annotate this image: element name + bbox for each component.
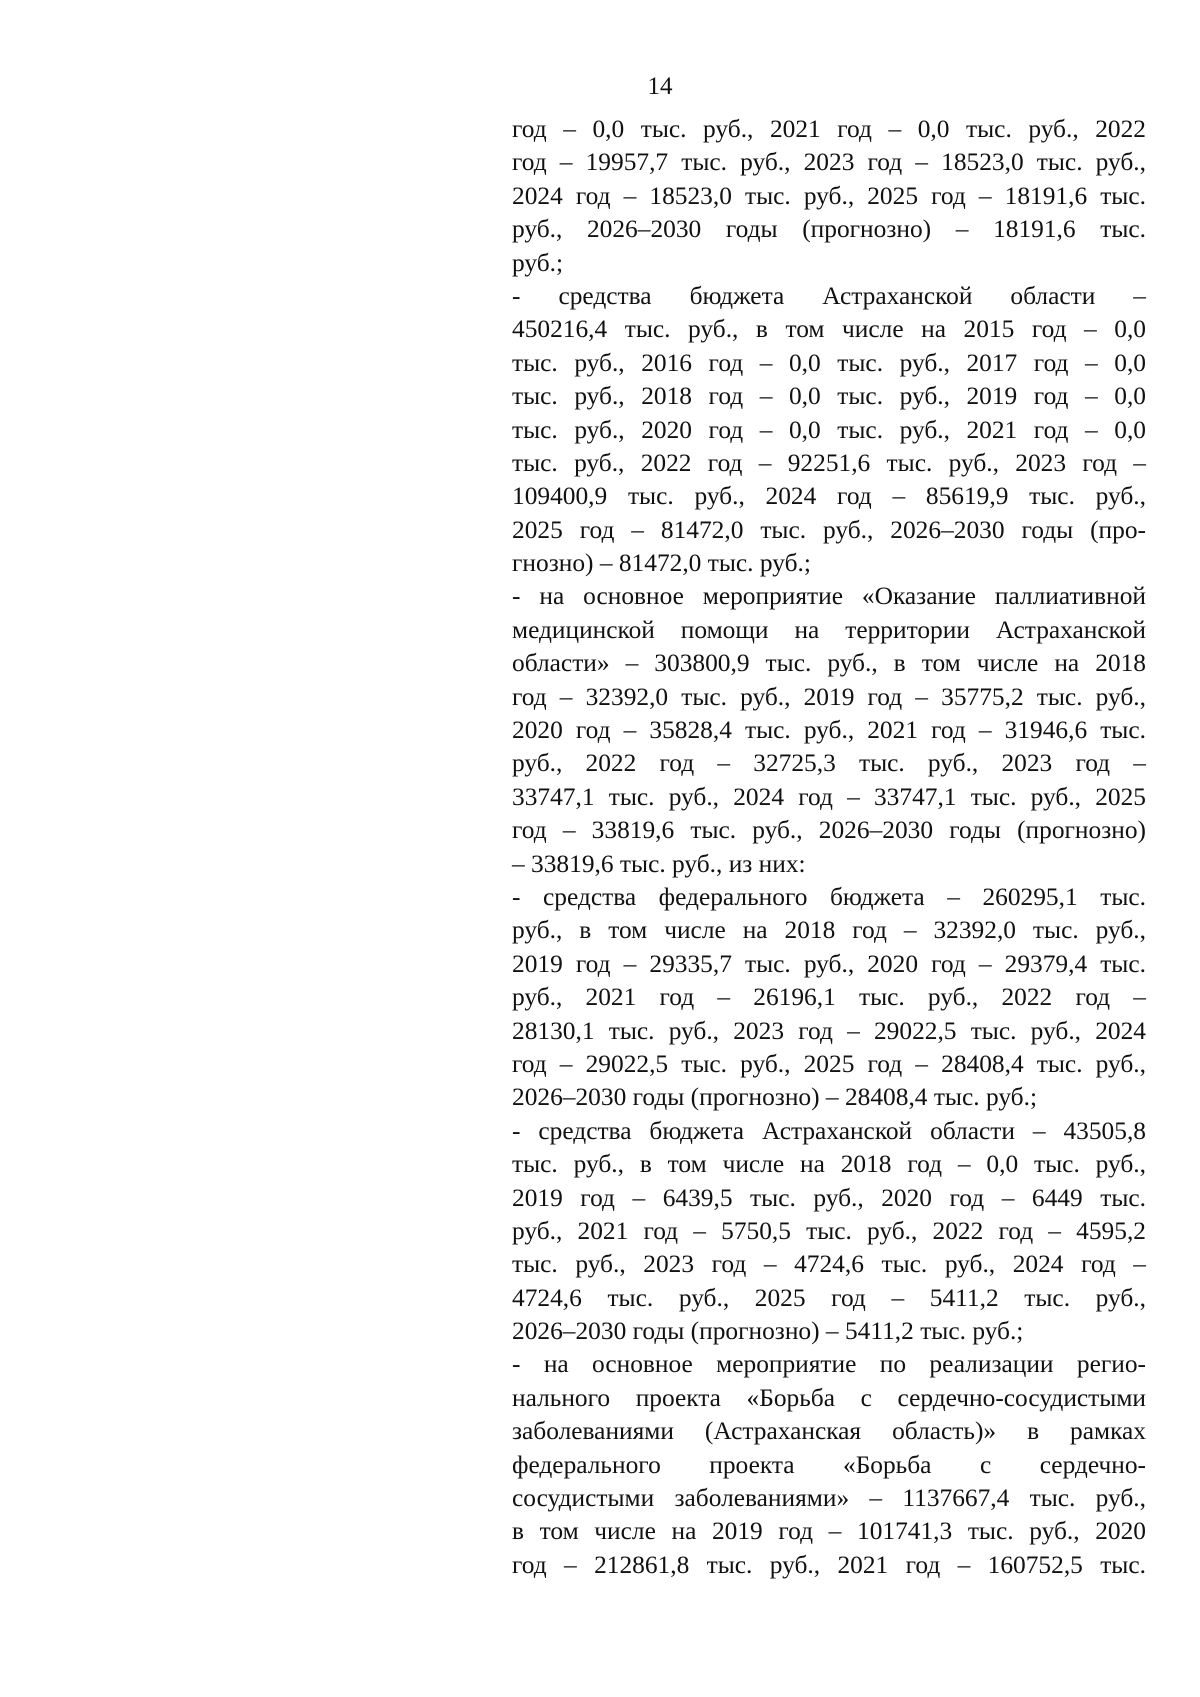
text-line: 2019 год – 29335,7 тыс. руб., 2020 год – 29379,4 тыс.: [512, 949, 1146, 978]
text-line: руб., 2026–2030 годы (прогнозно) – 18191,6 тыс.: [512, 215, 1146, 244]
text-line: 2026–2030 годы (прогнозно) – 28408,4 тыс. руб.;: [512, 1083, 1037, 1112]
text-line: руб., 2022 год – 32725,3 тыс. руб., 2023 год –: [512, 749, 1146, 778]
text-line: 2020 год – 35828,4 тыс. руб., 2021 год – 31946,6 тыс.: [512, 716, 1146, 745]
text-line: в том числе на 2019 год – 101741,3 тыс. руб., 2020: [512, 1517, 1146, 1546]
text-line: тыс. руб., 2022 год – 92251,6 тыс. руб., 2023 год –: [512, 448, 1146, 477]
text-line: медицинской помощи на территории Астраханской: [512, 615, 1146, 644]
text-line: - на основное мероприятие «Оказание паллиативной: [512, 582, 1146, 611]
text-line: заболеваниями (Астраханская область)» в рамках: [512, 1417, 1146, 1446]
text-line: 2025 год – 81472,0 тыс. руб., 2026–2030 годы (про-: [512, 515, 1146, 544]
text-line: 2024 год – 18523,0 тыс. руб., 2025 год – 18191,6 тыс.: [512, 181, 1146, 210]
text-line: 28130,1 тыс. руб., 2023 год – 29022,5 тыс. руб., 2024: [512, 1016, 1146, 1045]
text-line: руб., 2021 год – 26196,1 тыс. руб., 2022 год –: [512, 983, 1146, 1012]
text-line: год – 33819,6 тыс. руб., 2026–2030 годы (прогнозно): [512, 816, 1146, 845]
text-line: год – 19957,7 тыс. руб., 2023 год – 18523,0 тыс. руб.,: [512, 148, 1146, 177]
text-line: 450216,4 тыс. руб., в том числе на 2015 год – 0,0: [512, 315, 1146, 344]
text-line: 109400,9 тыс. руб., 2024 год – 85619,9 тыс. руб.,: [512, 482, 1146, 511]
text-line: - средства бюджета Астраханской области – 43505,8: [512, 1116, 1146, 1145]
text-line: тыс. руб., 2023 год – 4724,6 тыс. руб., 2024 год –: [512, 1250, 1146, 1279]
text-line: - средства федерального бюджета – 260295,1 тыс.: [512, 882, 1146, 911]
text-line: тыс. руб., 2018 год – 0,0 тыс. руб., 2019 год – 0,0: [512, 382, 1146, 411]
text-line: сосудистыми заболеваниями» – 1137667,4 тыс. руб.,: [512, 1484, 1146, 1513]
text-line: тыс. руб., в том числе на 2018 год – 0,0 тыс. руб.,: [512, 1150, 1146, 1179]
text-line: тыс. руб., 2020 год – 0,0 тыс. руб., 2021 год – 0,0: [512, 415, 1146, 444]
text-line: год – 32392,0 тыс. руб., 2019 год – 35775,2 тыс. руб.,: [512, 682, 1146, 711]
text-line: год – 29022,5 тыс. руб., 2025 год – 28408,4 тыс. руб.,: [512, 1049, 1146, 1078]
text-line: - на основное мероприятие по реализации регио-: [512, 1350, 1146, 1379]
text-line: - средства бюджета Астраханской области –: [512, 281, 1146, 310]
text-line: области» – 303800,9 тыс. руб., в том числе на 2018: [512, 649, 1146, 678]
text-line: – 33819,6 тыс. руб., из них:: [512, 849, 806, 878]
text-line: гнозно) – 81472,0 тыс. руб.;: [512, 549, 811, 578]
text-line: год – 212861,8 тыс. руб., 2021 год – 160752,5 тыс.: [512, 1550, 1146, 1579]
text-line: руб., 2021 год – 5750,5 тыс. руб., 2022 год – 4595,2: [512, 1216, 1146, 1245]
page-number: 14: [647, 73, 673, 100]
text-line: тыс. руб., 2016 год – 0,0 тыс. руб., 2017 год – 0,0: [512, 348, 1146, 377]
text-line: 4724,6 тыс. руб., 2025 год – 5411,2 тыс. руб.,: [512, 1283, 1146, 1312]
text-line: руб., в том числе на 2018 год – 32392,0 тыс. руб.,: [512, 916, 1146, 945]
text-line: федерального проекта «Борьба с сердечно-: [512, 1450, 1146, 1479]
text-line: год – 0,0 тыс. руб., 2021 год – 0,0 тыс. руб., 2022: [512, 115, 1146, 143]
text-line: нального проекта «Борьба с сердечно-сосудистыми: [512, 1383, 1146, 1412]
text-line: руб.;: [512, 248, 564, 277]
text-line: 2019 год – 6439,5 тыс. руб., 2020 год – 6449 тыс.: [512, 1183, 1146, 1212]
text-line: 33747,1 тыс. руб., 2024 год – 33747,1 тыс. руб., 2025: [512, 782, 1146, 811]
document-text-column: [512, 113, 1146, 1582]
text-line: 2026–2030 годы (прогнозно) – 5411,2 тыс. руб.;: [512, 1317, 1024, 1346]
